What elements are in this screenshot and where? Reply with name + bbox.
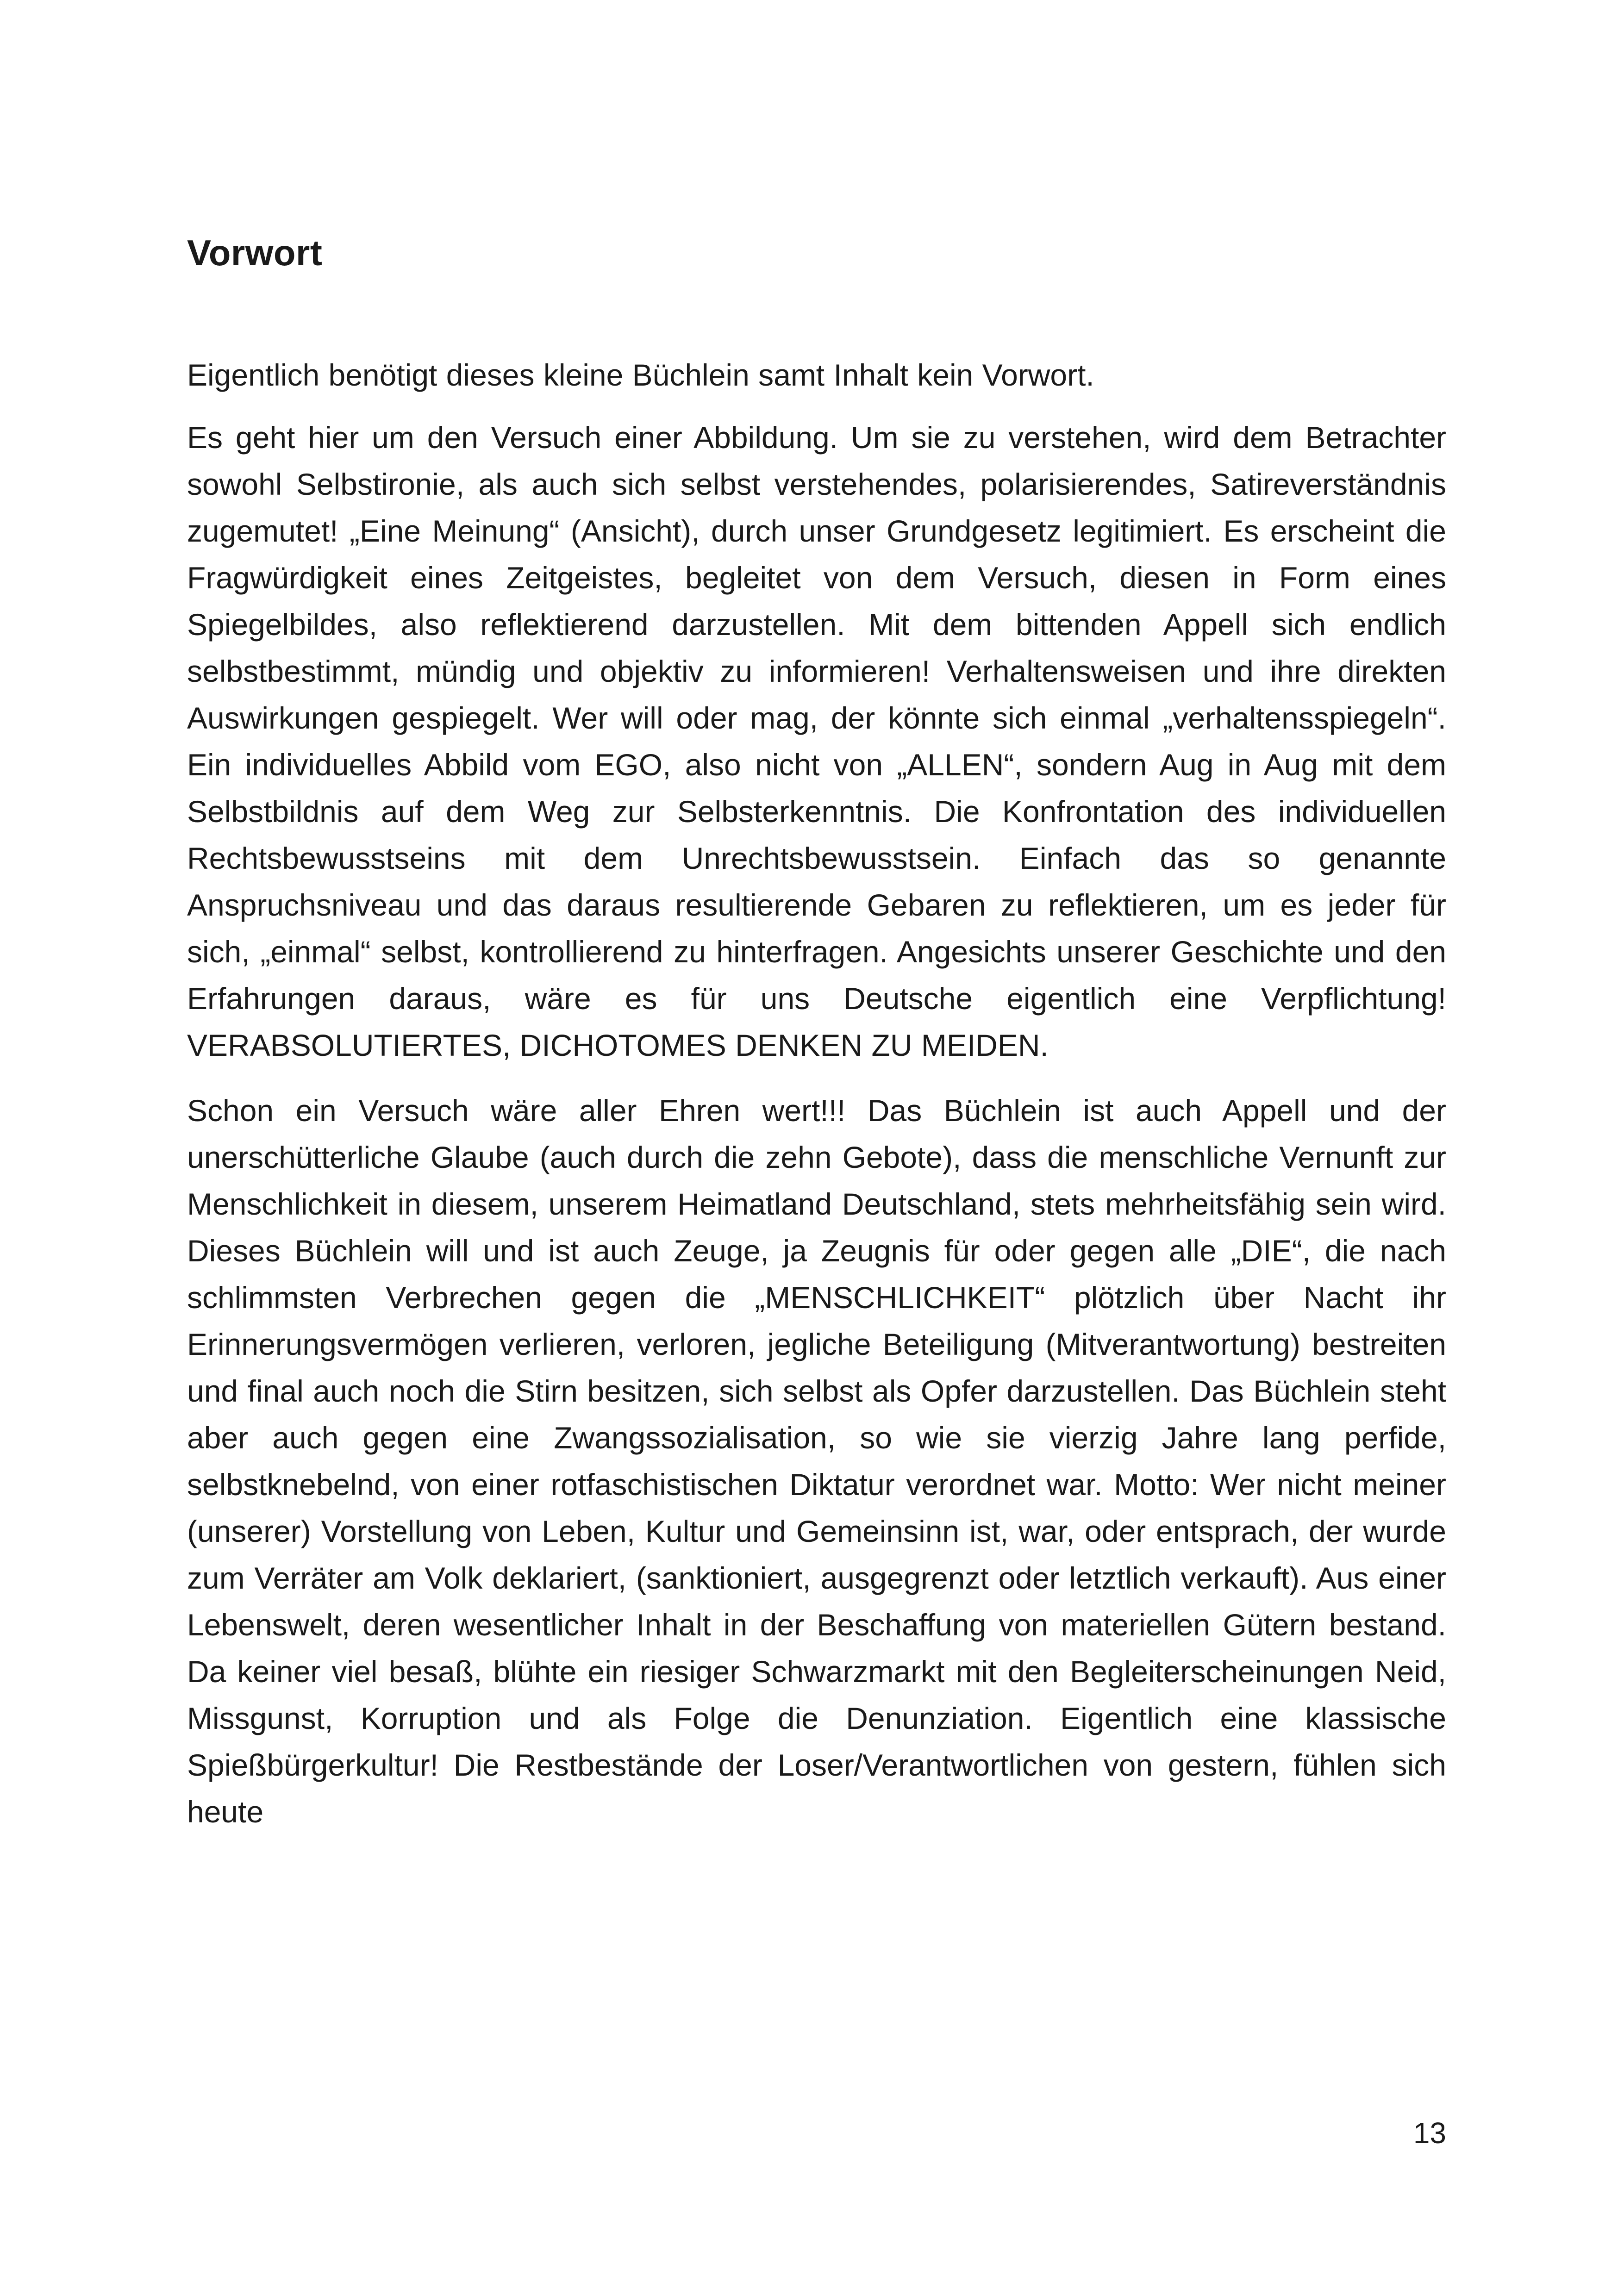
paragraph-intro: Eigentlich benötigt dieses kleine Büchlein samt Inhalt kein Vorwort. — [187, 358, 1094, 392]
chapter-heading: Vorwort — [187, 232, 323, 273]
page-number: 13 — [1413, 2116, 1446, 2150]
body-text — [187, 352, 1446, 1854]
paragraph-2: Es geht hier um den Versuch einer Abbildung. Um sie zu verstehen, wird dem Betrachter sowohl Selbstironie, als auch sich selbst verstehendes, polarisierendes, Satireverständnis zugemutet! „Eine Meinung“ (Ansicht), durch unser Grundgesetz legitimiert. Es erscheint die Fragwürdigkeit eines Zeitgeistes, begleitet von dem Versuch, diesen in Form eines Spiegelbildes, also reflektierend darzustellen. Mit dem bittenden Appell sich endlich selbstbestimmt, mündig und objektiv zu informieren! Verhaltensweisen und ihre direkten Auswirkungen gespiegelt. Wer will oder mag, der könnte sich einmal „verhaltensspiegeln“. Ein individuelles Abbild vom EGO, also nicht von „ALLEN“, sondern Aug in Aug mit dem Selbstbildnis auf dem Weg zur Selbsterkenntnis. Die Konfrontation des individuellen Rechtsbewusstseins mit dem Unrechtsbewusstsein. Einfach das so genannte Anspruchsniveau und das daraus resultierende Gebaren zu reflektieren, um es jeder für sich, „einmal“ selbst, kontrollierend zu hinterfragen. Angesichts unserer Geschichte und den Erfahrungen daraus, wäre es für uns Deutsche eigentlich eine Verpflichtung! VERABSOLUTIERTES, DICHOTOMES DENKEN ZU MEIDEN. — [187, 420, 1446, 1062]
paragraph-3: Schon ein Versuch wäre aller Ehren wert!!! Das Büchlein ist auch Appell und der unerschütterliche Glaube (auch durch die zehn Gebote), dass die menschliche Vernunft zur Menschlichkeit in diesem, unserem Heimatland Deutschland, stets mehrheitsfähig sein wird. Dieses Büchlein will und ist auch Zeuge, ja Zeugnis für oder gegen alle „DIE“, die nach schlimmsten Verbrechen gegen die „MENSCHLICHKEIT“ plötzlich über Nacht ihr Erinnerungsvermögen verlieren, verloren, jegliche Beteiligung (Mitverantwortung) bestreiten und final auch noch die Stirn besitzen, sich selbst als Opfer darzustellen. Das Büchlein steht aber auch gegen eine Zwangssozialisation, so wie sie vierzig Jahre lang perfide, selbstknebelnd, von einer rotfaschistischen Diktatur verordnet war. Motto: Wer nicht meiner (unserer) Vorstellung von Leben, Kultur und Gemeinsinn ist, war, oder entsprach, der wurde zum Verräter am Volk deklariert, (sanktioniert, ausgegrenzt oder letztlich verkauft). Aus einer Lebenswelt, deren wesentlicher Inhalt in der Beschaffung von materiellen Gütern bestand. Da keiner viel besaß, blühte ein riesiger Schwarzmarkt mit den Begleiterscheinungen Neid, Missgunst, Korruption und als Folge die Denunziation. Eigentlich eine klassische Spießbürgerkultur! Die Restbestände der Loser/Verantwortlichen von gestern, fühlen sich heute — [187, 1093, 1446, 1829]
